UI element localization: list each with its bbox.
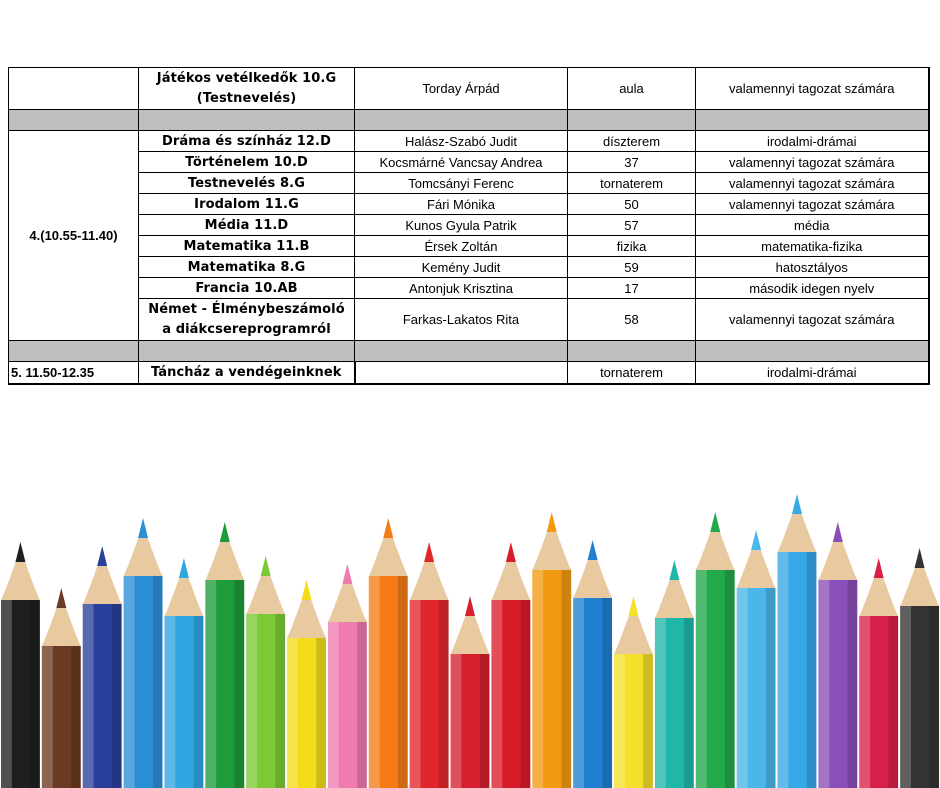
pencil-icon (287, 580, 326, 788)
audience-cell: hatosztályos (696, 257, 929, 278)
teacher-cell (355, 362, 568, 384)
pencil-icon (1, 542, 40, 788)
subject-cell: Történelem 10.D (139, 152, 355, 173)
subject-cell: Francia 10.AB (139, 278, 355, 299)
room-cell: 58 (568, 299, 696, 341)
teacher-cell: Érsek Zoltán (355, 236, 568, 257)
teacher-cell: Fári Mónika (355, 194, 568, 215)
period-cell: 5. 11.50-12.35 (9, 362, 139, 384)
pencil-icon (737, 530, 776, 788)
room-cell: díszterem (568, 131, 696, 152)
subject-cell: Testnevelés 8.G (139, 173, 355, 194)
pencil-icon (246, 556, 285, 788)
separator-row (9, 110, 929, 131)
table-row (9, 278, 929, 299)
room-cell: tornaterem (568, 173, 696, 194)
pencil-icon (451, 596, 490, 788)
teacher-cell: Halász-Szabó Judit (355, 131, 568, 152)
table-row (9, 299, 929, 341)
pencil-icon (410, 542, 449, 788)
period-cell (9, 68, 139, 110)
audience-cell: média (696, 215, 929, 236)
room-cell: 50 (568, 194, 696, 215)
pencil-icon (818, 522, 857, 788)
table-row (9, 362, 929, 384)
audience-cell: matematika-fizika (696, 236, 929, 257)
pencil-icon (696, 512, 735, 788)
pencil-icon (491, 542, 530, 788)
audience-cell: irodalmi-drámai (696, 131, 929, 152)
teacher-cell: Tomcsányi Ferenc (355, 173, 568, 194)
pencil-icon (614, 596, 653, 788)
subject-cell: Német - Élménybeszámoló a diákcsereprogramról (139, 299, 355, 341)
table-row (9, 194, 929, 215)
room-cell: tornaterem (568, 362, 696, 384)
separator-row (9, 341, 929, 362)
audience-cell: valamennyi tagozat számára (696, 152, 929, 173)
teacher-cell: Antonjuk Krisztina (355, 278, 568, 299)
table-row (9, 215, 929, 236)
audience-cell: második idegen nyelv (696, 278, 929, 299)
pencil-icon (205, 522, 244, 788)
subject-cell: Irodalom 11.G (139, 194, 355, 215)
room-cell: 17 (568, 278, 696, 299)
teacher-cell: Farkas-Lakatos Rita (355, 299, 568, 341)
audience-cell: valamennyi tagozat számára (696, 68, 929, 110)
colored-pencils-illustration (0, 470, 940, 788)
pencil-icon (328, 564, 367, 788)
room-cell: aula (568, 68, 696, 110)
schedule-table (8, 67, 930, 385)
pencil-icon (532, 512, 571, 788)
table-row (9, 257, 929, 278)
room-cell: 59 (568, 257, 696, 278)
audience-cell: valamennyi tagozat számára (696, 173, 929, 194)
room-cell: 57 (568, 215, 696, 236)
teacher-cell: Kunos Gyula Patrik (355, 215, 568, 236)
pencil-icon (655, 560, 694, 788)
subject-cell: Játékos vetélkedők 10.G (Testnevelés) (139, 68, 355, 110)
pencil-icon (83, 546, 122, 788)
period-cell: 4.(10.55-11.40) (9, 131, 139, 341)
pencil-icon (859, 558, 898, 788)
table-row (9, 68, 929, 110)
teacher-cell: Kocsmárné Vancsay Andrea (355, 152, 568, 173)
audience-cell: irodalmi-drámai (696, 362, 929, 384)
pencil-icon (124, 518, 163, 788)
pencil-icon (900, 548, 939, 788)
table-row (9, 236, 929, 257)
subject-cell: Matematika 11.B (139, 236, 355, 257)
room-cell: 37 (568, 152, 696, 173)
audience-cell: valamennyi tagozat számára (696, 299, 929, 341)
table-row (9, 131, 929, 152)
pencil-icon (369, 518, 408, 788)
room-cell: fizika (568, 236, 696, 257)
pencil-icon (164, 558, 203, 788)
pencil-icon (42, 588, 81, 788)
pencil-icon (778, 494, 817, 788)
audience-cell: valamennyi tagozat számára (696, 194, 929, 215)
subject-cell: Matematika 8.G (139, 257, 355, 278)
teacher-cell: Torday Árpád (355, 68, 568, 110)
subject-cell: Média 11.D (139, 215, 355, 236)
pencil-icon (573, 540, 612, 788)
table-row (9, 173, 929, 194)
subject-cell: Táncház a vendégeinknek (139, 362, 355, 384)
subject-cell: Dráma és színház 12.D (139, 131, 355, 152)
table-row (9, 152, 929, 173)
teacher-cell: Kemény Judit (355, 257, 568, 278)
